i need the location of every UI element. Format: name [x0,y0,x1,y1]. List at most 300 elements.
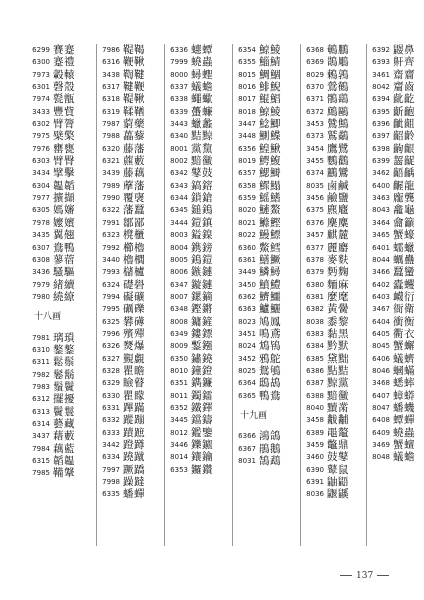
entry-number: 7989 [102,181,120,190]
entry-characters: 黨黧 [191,142,213,155]
index-entry [28,69,84,81]
entry-characters: 鏞鏟 [191,315,213,328]
entry-characters: 鯰鯽 [259,118,281,131]
entry-characters: 覆襃 [123,192,145,205]
index-entry [28,118,84,130]
index-entry [166,390,222,402]
entry-characters: 鷥鷦 [327,118,349,131]
index-column-5 [302,44,358,501]
index-entry [166,328,222,340]
entry-characters: 鴟鴣 [259,377,281,390]
index-entry [166,316,222,328]
entry-number: 7977 [32,194,50,203]
entry-characters: 齜齟 [393,118,415,131]
index-entry [166,69,222,81]
entry-number: 6330 [102,391,120,400]
entry-number: 3461 [372,70,390,79]
index-entry [234,155,290,167]
entry-number: 8000 [170,70,188,79]
entry-characters: 麥麩 [327,253,349,266]
index-entry [302,180,358,192]
entry-number: 6325 [102,317,120,326]
column-divider [300,44,301,546]
entry-characters: 鹼鹽 [327,192,349,205]
entry-number: 6390 [306,465,324,474]
index-entry [368,328,424,340]
index-entry [28,192,84,204]
entry-number: 7975 [32,132,50,141]
entry-characters: 鼙鼠 [327,463,349,476]
entry-number: 6371 [306,95,324,104]
index-entry [166,303,222,315]
entry-number: 6342 [170,169,188,178]
entry-number: 6332 [102,416,120,425]
entry-characters: 鎢鎧 [191,253,213,266]
index-entry [302,44,358,56]
entry-characters: 鵲鵰 [327,56,349,69]
entry-number: 6303 [32,157,50,166]
entry-characters: 鼹鼻 [393,44,415,56]
entry-characters: 蠣蠱 [393,253,415,266]
entry-number: 8035 [306,181,324,190]
index-entry [302,377,358,389]
entry-number: 6348 [170,305,188,314]
index-column-2 [98,44,154,501]
entry-number: 3436 [32,268,50,277]
entry-characters: 鱝鱧 [259,278,281,291]
entry-characters: 蹟蹠 [123,426,145,439]
entry-characters: 鳴鳶 [259,327,281,340]
entry-number: 6347 [170,280,188,289]
index-entry [28,44,84,56]
entry-characters: 蠶蠻 [393,266,415,279]
entry-characters: 韜韞 [53,455,75,467]
entry-characters: 轂轅 [53,68,75,81]
entry-characters: 蟹蠏 [393,340,415,353]
entry-characters: 豐貲 [53,105,75,118]
entry-number: 8036 [306,490,324,499]
entry-characters: 鄒鄙 [123,216,145,229]
index-entry [98,254,154,266]
index-entry [166,464,222,476]
entry-characters: 鰂鰈 [259,130,281,143]
entry-number: 7996 [102,329,120,338]
index-entry [368,106,424,118]
entry-characters: 賽蹇 [53,44,75,56]
index-entry [302,390,358,402]
entry-number: 6373 [306,132,324,141]
index-entry [302,167,358,179]
index-entry [234,44,290,56]
entry-characters: 鵠鵡 [259,455,281,467]
index-entry [368,229,424,241]
entry-number: 3443 [170,120,188,129]
entry-characters: 麗麝 [327,241,349,254]
entry-characters: 鎧鎮 [191,216,213,229]
entry-characters: 黠黥 [191,130,213,143]
index-entry [98,303,154,315]
index-entry [234,93,290,105]
index-entry [302,242,358,254]
entry-characters: 磬殼 [53,81,75,94]
entry-characters: 鷹鷺 [327,142,349,155]
entry-number: 6368 [306,46,324,54]
entry-characters: 鷲鷸 [327,130,349,143]
entry-number: 8023 [238,317,256,326]
entry-number: 7986 [102,46,120,54]
index-entry [28,443,84,455]
index-entry [234,229,290,241]
index-entry [302,328,358,340]
index-entry [166,167,222,179]
index-entry [302,130,358,142]
entry-number: 3465 [372,231,390,240]
entry-characters: 蹤蹦 [123,414,145,427]
entry-characters: 緒續 [53,278,75,291]
index-entry [368,242,424,254]
entry-characters: 鐵鐸 [191,401,213,414]
index-entry [368,143,424,155]
index-column-3 [166,44,222,476]
index-entry [234,377,290,389]
entry-characters: 鶻鷂 [327,93,349,106]
index-entry [28,344,84,356]
index-entry [28,254,84,266]
entry-characters: 鯨鯪 [259,44,281,56]
entry-number: 7988 [102,132,120,141]
index-entry [368,204,424,216]
entry-number: 8012 [170,428,188,437]
index-entry [302,69,358,81]
entry-characters: 鑼鑽 [191,463,213,476]
entry-characters: 鏽鐃 [191,352,213,365]
index-entry [368,81,424,93]
entry-number: 3459 [306,441,324,449]
entry-characters: 鱸鱺 [259,303,281,316]
entry-characters: 黯黴 [327,389,349,402]
entry-characters: 蟠蟣 [393,401,415,414]
entry-characters: 鞬鞭 [123,81,145,94]
index-entry [368,390,424,402]
entry-number: 6398 [372,144,390,153]
index-entry [302,204,358,216]
entry-characters: 蟻蟾 [191,81,213,94]
index-column-4 [234,44,290,467]
entry-characters: 黃黌 [327,303,349,316]
index-entry [28,229,84,241]
entry-characters: 鏗鏘 [191,303,213,316]
entry-number: 7998 [102,478,120,487]
entry-number: 7982 [32,370,50,379]
entry-number: 6405 [372,329,390,338]
index-entry [98,229,154,241]
entry-characters: 藟藜 [123,130,145,143]
entry-characters: 黛黜 [327,352,349,365]
entry-number: 6400 [372,181,390,190]
entry-number: 6339 [170,107,188,116]
index-entry [368,377,424,389]
entry-characters: 鱉鱈 [259,241,281,254]
index-entry [368,155,424,167]
entry-number: 6401 [372,243,390,252]
entry-characters: 櫛櫓 [123,241,145,254]
entry-number: 6328 [102,366,120,375]
entry-number: 6310 [32,345,50,354]
entry-number: 3464 [372,218,390,227]
index-entry [166,365,222,377]
entry-characters: 鏤鏢 [191,327,213,340]
entry-number: 6329 [102,379,120,388]
index-entry [302,439,358,451]
index-entry [368,340,424,352]
index-entry [234,242,290,254]
index-entry [302,118,358,130]
column-divider [232,44,233,546]
entry-number: 8004 [170,243,188,252]
index-entry [166,93,222,105]
entry-characters: 黻黼 [327,414,349,427]
entry-number: 3434 [32,169,50,178]
index-entry [368,93,424,105]
index-entry [368,254,424,266]
entry-number: 8018 [238,107,256,116]
entry-number: 6353 [170,465,188,474]
entry-number: 6333 [102,428,120,437]
entry-characters: 鰩鰭 [259,192,281,205]
entry-characters: 嬤嬪 [53,216,75,229]
entry-characters: 蹇禮 [53,56,75,69]
index-entry [234,167,290,179]
index-entry [234,279,290,291]
entry-characters: 鱔鱖 [259,253,281,266]
entry-characters: 黯黴 [191,155,213,168]
index-entry [98,451,154,463]
index-entry [28,143,84,155]
index-entry [234,143,290,155]
entry-number: 6301 [32,83,50,92]
entry-number: 6338 [170,95,188,104]
entry-number: 3468 [372,379,390,388]
entry-number: 6312 [32,395,50,404]
column-divider [96,44,97,546]
entry-characters: 鴦鴨 [53,241,75,254]
entry-number: 8003 [170,231,188,240]
entry-number: 6365 [238,391,256,400]
entry-characters: 衢衣 [393,327,415,340]
entry-characters: 藤藩 [123,142,145,155]
entry-characters: 蠕蠟 [393,241,415,254]
entry-characters: 翼翹 [53,229,75,242]
entry-characters: 蟈蟎 [393,364,415,377]
entry-number: 8040 [306,403,324,412]
entry-characters: 鏃鏈 [191,266,213,279]
entry-characters: 藭藥 [123,118,145,131]
entry-characters: 鼈鼎 [327,439,349,451]
entry-characters: 鞫鞬 [123,68,145,81]
entry-number: 3466 [372,268,390,277]
entry-number: 6386 [306,366,324,375]
index-entry [302,81,358,93]
index-entry [98,279,154,291]
entry-number: 8016 [238,83,256,92]
entry-number: 6302 [32,120,50,129]
entry-number: 8047 [372,403,390,412]
entry-characters: 麇麋 [327,216,349,229]
entry-characters: 瞿瞻 [123,364,145,377]
index-entry [28,369,84,381]
index-entry [234,340,290,352]
entry-characters: 黔默 [327,340,349,353]
index-entry [166,377,222,389]
entry-characters: 鼓鼕 [327,451,349,464]
entry-characters: 蟋蟀 [393,377,415,390]
entry-number: 6407 [372,391,390,400]
index-entry [302,106,358,118]
entry-number: 8020 [238,206,256,215]
entry-number: 8048 [372,453,390,462]
entry-characters: 麵麻 [327,278,349,291]
entry-characters: 鶇鶉 [327,68,349,81]
index-entry [28,279,84,291]
entry-characters: 蟫蟬 [393,414,415,427]
index-entry [368,353,424,365]
index-entry [166,439,222,451]
entry-characters: 蟳蟶 [191,68,213,81]
entry-characters: 鯨鯪 [259,105,281,118]
entry-number: 7973 [32,70,50,79]
entry-number: 3456 [306,194,324,203]
entry-number: 6396 [372,120,390,129]
index-entry [302,488,358,500]
entry-characters: 黷黹 [327,401,349,414]
entry-number: 6321 [102,157,120,166]
entry-characters: 齷龍 [393,179,415,192]
entry-number: 6395 [372,107,390,116]
entry-number: 6384 [306,342,324,351]
index-entry [368,217,424,229]
entry-number: 8042 [372,83,390,92]
entry-number: 8005 [170,255,188,264]
entry-number: 3447 [238,120,256,129]
index-entry [98,266,154,278]
index-entry [166,192,222,204]
entry-characters: 蟻蠐 [393,352,415,365]
index-entry [98,242,154,254]
entry-number: 3463 [372,194,390,203]
entry-characters: 鑑鑒 [191,426,213,439]
entry-characters: 鴨鴦 [259,389,281,402]
entry-number: 7990 [102,194,120,203]
entry-number: 6323 [102,231,120,240]
entry-characters: 鹵鹹 [327,179,349,192]
entry-number: 8029 [306,70,324,79]
entry-number: 6357 [238,169,256,178]
entry-number: 6352 [170,403,188,412]
index-entry [166,81,222,93]
entry-characters: 鴆鴇 [259,340,281,353]
entry-number: 7981 [32,333,50,342]
entry-characters: 齋齎 [393,68,415,81]
entry-number: 6354 [238,46,256,54]
entry-number: 6372 [306,107,324,116]
index-entry [368,365,424,377]
entry-characters: 礪礫 [123,303,145,316]
entry-number: 6349 [170,329,188,338]
entry-number: 3452 [238,354,256,363]
entry-characters: 蟪蟫 [191,44,213,56]
index-entry [234,69,290,81]
entry-number: 3433 [32,107,50,116]
entry-number: 8008 [170,317,188,326]
entry-characters: 齏齒 [393,81,415,94]
entry-number: 6334 [102,453,120,462]
index-entry [166,291,222,303]
entry-number: 6311 [32,358,50,367]
entry-number: 6375 [306,206,324,215]
entry-characters: 蟻蟾 [393,451,415,464]
index-entry [166,143,222,155]
index-entry [234,328,290,340]
index-entry [28,130,84,142]
entry-characters: 擺擾 [53,393,75,406]
index-entry [302,402,358,414]
index-entry [98,402,154,414]
entry-number: 3438 [102,70,120,79]
index-entry [234,81,290,93]
entry-number: 3437 [32,432,50,441]
index-entry [98,291,154,303]
entry-characters: 臂膂 [53,118,75,131]
entry-number: 8006 [170,268,188,277]
index-entry [368,130,424,142]
entry-characters: 齠齡 [393,130,415,143]
entry-number: 6351 [170,379,188,388]
entry-characters: 擘擊 [53,167,75,180]
entry-characters: 礎礐 [123,278,145,291]
entry-number: 6360 [238,243,256,252]
entry-characters: 鬆鬃 [53,356,75,369]
index-entry [98,316,154,328]
entry-number: 8014 [170,453,188,462]
index-entry [368,167,424,179]
entry-number: 6366 [238,432,256,441]
index-entry [368,118,424,130]
entry-number: 6359 [238,194,256,203]
entry-characters: 躁躂 [123,476,145,489]
index-entry [98,414,154,426]
index-entry [166,427,222,439]
entry-characters: 黏黑 [327,327,349,340]
entry-number: 6324 [102,280,120,289]
entry-number: 6327 [102,354,120,363]
entry-number: 7997 [102,465,120,474]
entry-characters: 藉藪 [53,430,75,443]
entry-number: 6406 [372,354,390,363]
entry-number: 8046 [372,366,390,375]
entry-number: 6362 [238,292,256,301]
entry-number: 6317 [102,83,120,92]
index-entry [302,143,358,155]
index-entry [302,365,358,377]
index-entry [28,180,84,192]
entry-number: 6389 [306,428,324,437]
entry-characters: 藦藩 [123,179,145,192]
entry-number: 6385 [306,354,324,363]
stroke-count-heading: 十九画 [240,410,268,421]
entry-characters: 麪麴 [327,266,349,279]
entry-number: 8024 [238,342,256,351]
entry-characters: 點黠 [327,364,349,377]
